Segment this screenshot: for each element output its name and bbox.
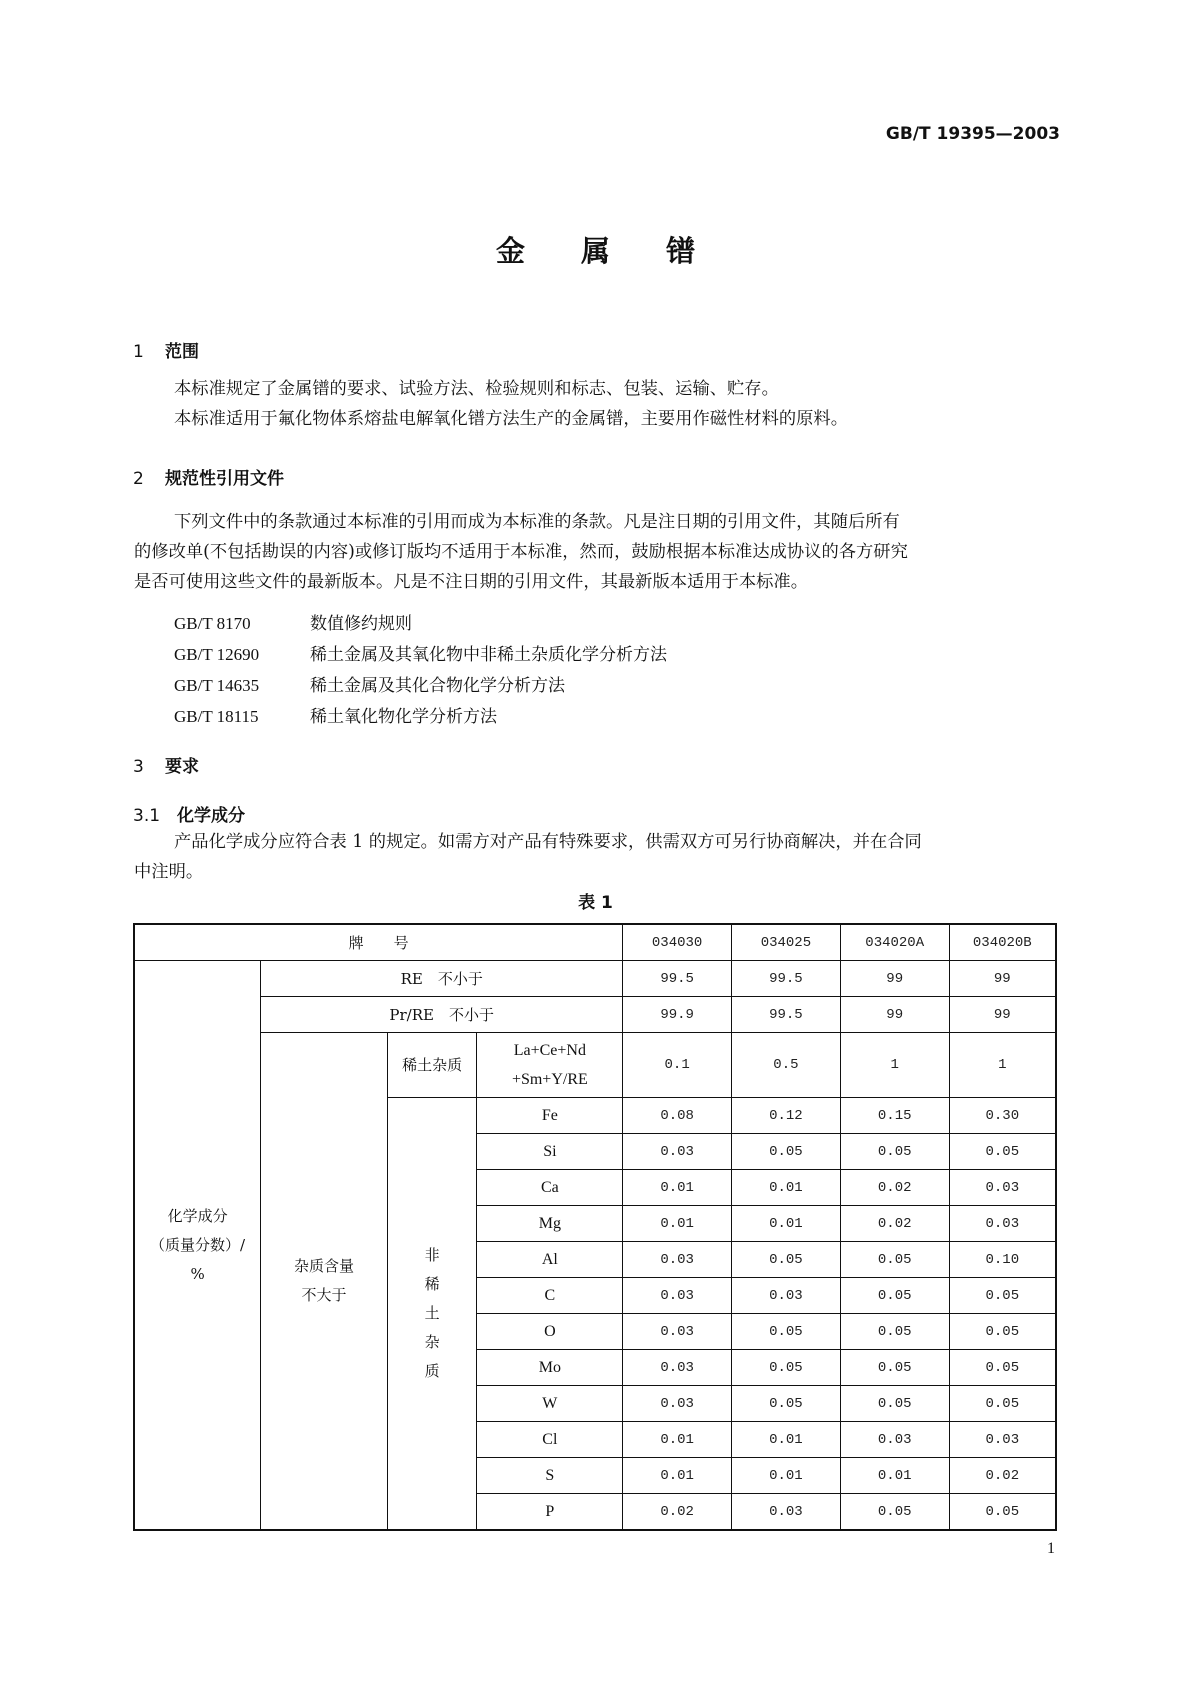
table-cell: 0.03 xyxy=(732,1494,841,1531)
label-char: 稀 xyxy=(424,1275,440,1293)
table-cell: 99 xyxy=(840,997,949,1033)
label-line: % xyxy=(190,1264,205,1283)
reference-item xyxy=(174,702,497,727)
label-line: 不大于 xyxy=(301,1286,347,1304)
table-cell: 0.01 xyxy=(732,1170,841,1206)
table-cell: 0.02 xyxy=(840,1206,949,1242)
document-title: 金属镨 xyxy=(495,234,751,268)
table-cell: 0.03 xyxy=(623,1242,732,1278)
paragraph-line: 的修改单(不包括勘误的内容)或修订版均不适用于本标准，然而，鼓励根据本标准达成协议的各方研究 xyxy=(134,542,908,562)
element-symbol: P xyxy=(477,1494,623,1531)
reference-title: 稀土金属及其化合物化学分析方法 xyxy=(310,676,565,696)
table-cell: 99 xyxy=(840,961,949,997)
table-cell: 0.03 xyxy=(732,1278,841,1314)
table-cell: 0.05 xyxy=(840,1386,949,1422)
table-cell: 0.03 xyxy=(623,1386,732,1422)
table-row xyxy=(134,997,1056,1033)
rare-earth-elements xyxy=(477,1033,623,1098)
label-line: La+Ce+Nd xyxy=(513,1042,586,1059)
table-cell: 0.03 xyxy=(623,1314,732,1350)
section-title: 化学成分 xyxy=(177,806,245,826)
table-cell: 0.08 xyxy=(623,1098,732,1134)
table-cell: 0.05 xyxy=(949,1386,1056,1422)
element-symbol: Cl xyxy=(477,1422,623,1458)
element-symbol: Al xyxy=(477,1242,623,1278)
table-cell: 0.05 xyxy=(840,1242,949,1278)
paragraph-line: 下列文件中的条款通过本标准的引用而成为本标准的条款。凡是注日期的引用文件，其随后所有 xyxy=(174,512,900,532)
table-cell: 0.01 xyxy=(732,1422,841,1458)
element-symbol: W xyxy=(477,1386,623,1422)
table-cell: 0.01 xyxy=(732,1206,841,1242)
paragraph-line: 是否可使用这些文件的最新版本。凡是不注日期的引用文件，其最新版本适用于本标准。 xyxy=(134,572,808,592)
table-cell: 0.05 xyxy=(840,1494,949,1531)
label-char: 质 xyxy=(424,1362,440,1380)
table-cell: 0.1 xyxy=(623,1033,732,1098)
table-cell: 1 xyxy=(840,1033,949,1098)
grade-header: 034020A xyxy=(840,924,949,961)
rare-earth-impurity-label: 稀土杂质 xyxy=(387,1033,477,1098)
table-cell: 0.05 xyxy=(949,1134,1056,1170)
element-symbol: Ca xyxy=(477,1170,623,1206)
reference-code: GB/T 12690 xyxy=(174,645,260,664)
table-cell: 0.01 xyxy=(732,1458,841,1494)
reference-title: 稀土金属及其氧化物中非稀土杂质化学分析方法 xyxy=(310,645,667,665)
section-title: 范围 xyxy=(165,342,199,362)
grade-header: 034030 xyxy=(623,924,732,961)
table-cell: 0.01 xyxy=(623,1206,732,1242)
table-cell: 0.15 xyxy=(840,1098,949,1134)
table-cell: 0.03 xyxy=(949,1206,1056,1242)
paragraph: 本标准适用于氟化物体系熔盐电解氧化镨方法生产的金属镨，主要用作磁性材料的原料。 xyxy=(174,409,848,429)
table-cell: 99 xyxy=(949,961,1056,997)
section-title: 要求 xyxy=(165,757,199,777)
element-symbol: Mg xyxy=(477,1206,623,1242)
table-cell: 99 xyxy=(949,997,1056,1033)
table-cell: 0.05 xyxy=(840,1350,949,1386)
label-char: 杂 xyxy=(424,1333,440,1351)
section-3-1-body xyxy=(134,827,922,887)
element-symbol: S xyxy=(477,1458,623,1494)
element-symbol: Si xyxy=(477,1134,623,1170)
section-1-body xyxy=(134,374,848,434)
table-cell: 0.05 xyxy=(949,1278,1056,1314)
reference-item xyxy=(174,671,565,696)
chemical-composition-table xyxy=(133,923,1057,1531)
table-cell: 0.01 xyxy=(623,1458,732,1494)
section-3-1-heading xyxy=(133,801,245,826)
page-number: 1 xyxy=(1047,1540,1055,1557)
table-cell: 0.01 xyxy=(840,1458,949,1494)
label-char: 非 xyxy=(424,1246,440,1264)
standard-number: GB/T 19395—2003 xyxy=(885,124,1060,144)
label-char: 土 xyxy=(424,1304,440,1322)
section-1-heading xyxy=(133,337,199,362)
table-cell: 0.03 xyxy=(949,1170,1056,1206)
table-cell: 0.03 xyxy=(623,1134,732,1170)
paragraph: 本标准规定了金属镨的要求、试验方法、检验规则和标志、包装、运输、贮存。 xyxy=(174,379,779,399)
reference-item xyxy=(174,640,667,665)
table-cell: 0.05 xyxy=(732,1314,841,1350)
section-3-heading xyxy=(133,752,199,777)
section-2-heading xyxy=(133,464,284,489)
label-line: 化学成分 xyxy=(167,1206,228,1225)
table-cell: 0.03 xyxy=(949,1422,1056,1458)
table-cell: 0.5 xyxy=(732,1033,841,1098)
element-symbol: Fe xyxy=(477,1098,623,1134)
non-rare-earth-impurity-label xyxy=(387,1098,477,1531)
pr-re-label: Pr/RE 不小于 xyxy=(261,997,623,1033)
table-cell: 0.02 xyxy=(949,1458,1056,1494)
reference-title: 稀土氧化物化学分析方法 xyxy=(310,707,497,727)
table-cell: 0.05 xyxy=(840,1314,949,1350)
table-cell: 99.5 xyxy=(732,997,841,1033)
table-cell: 0.02 xyxy=(623,1494,732,1531)
paragraph-line: 中注明。 xyxy=(134,862,204,882)
section-number: 3 xyxy=(133,757,144,777)
chemical-composition-label xyxy=(134,961,261,1531)
table-cell: 0.05 xyxy=(732,1386,841,1422)
table-cell: 99.5 xyxy=(623,961,732,997)
section-number: 3.1 xyxy=(133,806,161,826)
table-cell: 0.01 xyxy=(623,1170,732,1206)
section-number: 2 xyxy=(133,469,144,489)
paragraph-line: 产品化学成分应符合表 1 的规定。如需方对产品有特殊要求，供需双方可另行协商解决，并在合同 xyxy=(174,832,922,852)
reference-code: GB/T 8170 xyxy=(174,614,251,633)
table-cell: 0.05 xyxy=(840,1278,949,1314)
table-cell: 0.02 xyxy=(840,1170,949,1206)
reference-item xyxy=(174,609,412,634)
table-cell: 0.03 xyxy=(623,1350,732,1386)
table-row xyxy=(134,961,1056,997)
table-cell: 1 xyxy=(949,1033,1056,1098)
table-cell: 0.05 xyxy=(840,1134,949,1170)
table-cell: 0.03 xyxy=(623,1278,732,1314)
table-cell: 99.9 xyxy=(623,997,732,1033)
element-symbol: Mo xyxy=(477,1350,623,1386)
label-line: （质量分数）/ xyxy=(150,1235,246,1254)
table-cell: 0.03 xyxy=(840,1422,949,1458)
table-cell: 0.05 xyxy=(732,1134,841,1170)
reference-code: GB/T 18115 xyxy=(174,707,259,726)
table-cell: 0.05 xyxy=(732,1350,841,1386)
table-cell: 99.5 xyxy=(732,961,841,997)
table-cell: 0.30 xyxy=(949,1098,1056,1134)
section-title: 规范性引用文件 xyxy=(165,469,284,489)
element-symbol: O xyxy=(477,1314,623,1350)
table-cell: 0.05 xyxy=(732,1242,841,1278)
grade-label: 牌 号 xyxy=(134,924,623,961)
grade-header: 034025 xyxy=(732,924,841,961)
section-2-body xyxy=(134,507,908,597)
table-cell: 0.10 xyxy=(949,1242,1056,1278)
table-caption: 表 1 xyxy=(578,893,613,913)
reference-code: GB/T 14635 xyxy=(174,676,260,695)
table-header-row xyxy=(134,924,1056,961)
impurity-label xyxy=(261,1033,388,1531)
label-line: 杂质含量 xyxy=(293,1257,354,1275)
label-line: +Sm+Y/RE xyxy=(511,1071,588,1088)
element-symbol: C xyxy=(477,1278,623,1314)
table-cell: 0.05 xyxy=(949,1350,1056,1386)
table-cell: 0.05 xyxy=(949,1494,1056,1531)
table-cell: 0.05 xyxy=(949,1314,1056,1350)
section-number: 1 xyxy=(133,342,144,362)
grade-header: 034020B xyxy=(949,924,1056,961)
table-cell: 0.01 xyxy=(623,1422,732,1458)
reference-title: 数值修约规则 xyxy=(310,614,412,634)
table-cell: 0.12 xyxy=(732,1098,841,1134)
table-row xyxy=(134,1033,1056,1098)
re-label: RE 不小于 xyxy=(261,961,623,997)
